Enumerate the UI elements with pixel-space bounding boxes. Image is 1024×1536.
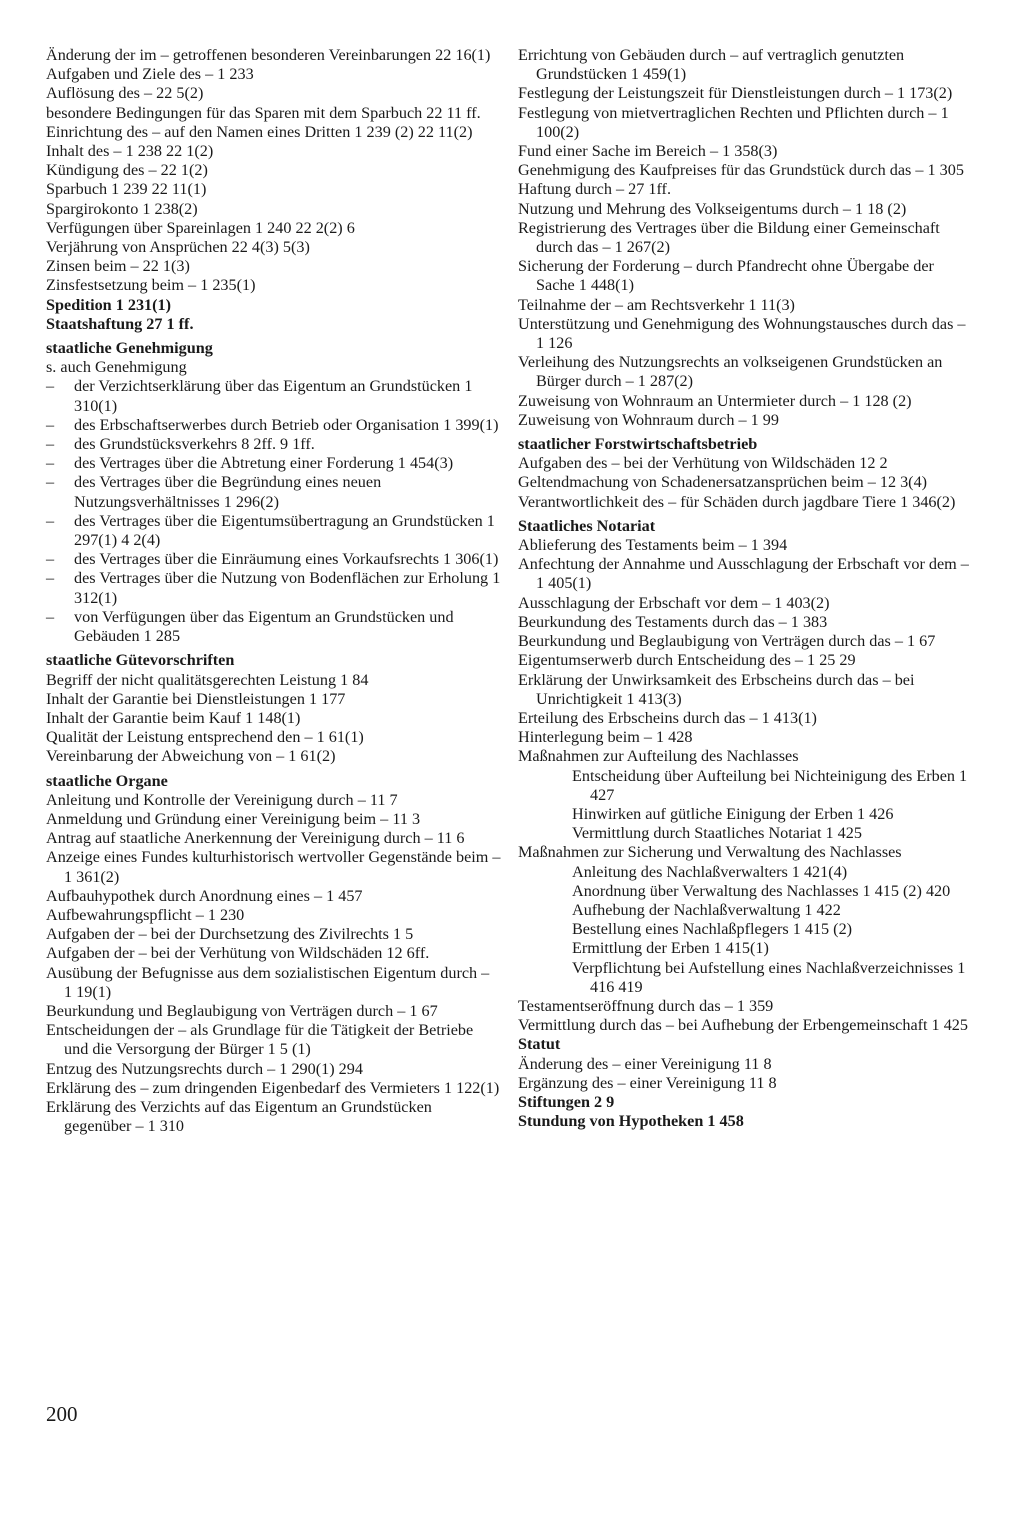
index-entry: Testamentseröffnung durch das – 1 359 — [518, 996, 774, 1015]
index-subentry-text: von Verfügungen über das Eigentum an Grundstücken und Gebäuden 1 285 — [74, 607, 454, 646]
index-entry: Anmeldung und Gründung einer Vereinigung beim – 11 3 — [46, 809, 421, 828]
index-entry: Verleihung des Nutzungsrechts an volkseigenen Grundstücken an Bürger durch – 1 287(2) — [518, 353, 943, 391]
index-subentry-text: des Vertrages über die Nutzung von Bodenflächen zur Erholung 1 312(1) — [74, 569, 501, 607]
index-entry: Eigentumserwerb durch Entscheidung des – 1 25 29 — [518, 651, 856, 670]
index-subentry: Anordnung über Verwaltung des Nachlasses 1 415 (2) 420 — [572, 881, 951, 900]
index-entry: Zuweisung von Wohnraum an Untermieter durch – 1 128 (2) — [518, 391, 912, 410]
index-entry: Erklärung des Verzichts auf das Eigentum an Grundstücken gegenüber – 1 310 — [46, 1097, 432, 1136]
index-entry: Registrierung des Vertrages über die Bildung einer Gemeinschaft durch das – 1 267(2) — [518, 218, 940, 257]
index-entry: Qualität der Leistung entsprechend den – 1 61(1) — [46, 728, 364, 747]
index-subentry-text: des Erbschaftserwerbes durch Betrieb oder Organisation 1 399(1) — [74, 415, 499, 434]
index-entry: Aufbewahrungspflicht – 1 230 — [46, 905, 245, 924]
index-subentry — [46, 550, 501, 569]
index-heading: Stundung von Hypotheken 1 458 — [518, 1112, 744, 1131]
index-entry: Inhalt der Garantie bei Dienstleistungen 1 177 — [46, 689, 346, 708]
index-subentry-text: des Grundstücksverkehrs 8 2ff. 9 1ff. — [74, 435, 315, 454]
index-subentry — [46, 454, 501, 473]
index-heading: Staatliches Notariat — [518, 516, 656, 535]
page-number: 200 — [46, 1402, 78, 1426]
index-subentry: Ermittlung der Erben 1 415(1) — [572, 939, 769, 958]
index-entry: Haftung durch – 27 1ff. — [518, 180, 671, 199]
index-subentry-text: des Vertrages über die Begründung eines neuen Nutzungsverhältnisses 1 296(2) — [74, 473, 382, 511]
index-entry: besondere Bedingungen für das Sparen mit dem Sparbuch 22 11 ff. — [46, 103, 481, 122]
index-entry: Errichtung von Gebäuden durch – auf vertraglich genutzten Grundstücken 1 459(1) — [518, 46, 905, 84]
index-entry: s. auch Genehmigung — [46, 358, 187, 377]
index-entry: Änderung der im – getroffenen besonderen Vereinbarungen 22 16(1) — [46, 46, 491, 64]
index-entry: Erteilung des Erbscheins durch das – 1 413(1) — [518, 708, 817, 727]
index-heading: Stiftungen 2 9 — [518, 1092, 615, 1111]
index-entry: Inhalt des – 1 238 22 1(2) — [46, 142, 214, 161]
index-subentry-text: der Verzichtserklärung über das Eigentum an Grundstücken 1 310(1) — [74, 377, 473, 415]
index-entry: Genehmigung des Kaufpreises für das Grundstück durch das – 1 305 — [518, 161, 964, 180]
index-entry: Aufbauhypothek durch Anordnung eines – 1 457 — [46, 886, 363, 905]
index-entry: Entscheidungen der – als Grundlage für die Tätigkeit der Betriebe und die Versorgung der Bürger 1 5 (1) — [46, 1021, 474, 1059]
index-entry: Fund einer Sache im Bereich – 1 358(3) — [518, 142, 778, 161]
index-entry: Anleitung und Kontrolle der Vereinigung durch – 11 7 — [46, 790, 398, 809]
index-entry: Zinsen beim – 22 1(3) — [46, 257, 190, 276]
index-subentry — [46, 473, 501, 511]
index-entry: Beurkundung und Beglaubigung von Verträgen durch das – 1 67 — [518, 632, 936, 651]
index-entry: Auflösung des – 22 5(2) — [46, 84, 204, 103]
index-entry: Begriff der nicht qualitätsgerechten Leistung 1 84 — [46, 670, 369, 689]
index-heading: staatlicher Forstwirtschaftsbetrieb — [518, 435, 758, 454]
index-subentry — [46, 416, 501, 435]
index-subentry — [46, 435, 501, 454]
index-heading: Spedition 1 231(1) — [46, 295, 172, 314]
index-entry: Anzeige eines Fundes kulturhistorisch wertvoller Gegenstände beim – 1 361(2) — [46, 848, 501, 886]
index-entry: Einrichtung des – auf den Namen eines Dritten 1 239 (2) 22 11(2) — [46, 122, 473, 141]
index-subentry: Anleitung des Nachlaßverwalters 1 421(4) — [572, 862, 848, 881]
index-entry: Entzug des Nutzungsrechts durch – 1 290(1) 294 — [46, 1059, 363, 1078]
dash-mark: – — [46, 607, 55, 626]
index-entry: Erklärung des – zum dringenden Eigenbedarf des Vermieters 1 122(1) — [46, 1078, 500, 1097]
index-heading: staatliche Gütevorschriften — [46, 651, 235, 670]
dash-mark: – — [46, 473, 55, 492]
index-entry: Maßnahmen zur Sicherung und Verwaltung des Nachlasses — [518, 843, 902, 862]
index-entry: Unterstützung und Genehmigung des Wohnungstausches durch das – 1 126 — [518, 314, 966, 353]
index-entry: Aufgaben und Ziele des – 1 233 — [46, 65, 254, 84]
index-entry: Ausschlagung der Erbschaft vor dem – 1 403(2) — [518, 593, 830, 612]
index-entry: Aufgaben des – bei der Verhütung von Wildschäden 12 2 — [518, 454, 888, 473]
dash-mark: – — [46, 550, 55, 569]
index-subentry: Vermittlung durch Staatliches Notariat 1 425 — [572, 824, 862, 843]
dash-mark: – — [46, 435, 55, 454]
index-entry: Änderung des – einer Vereinigung 11 8 — [518, 1054, 772, 1073]
index-entry: Zinsfestsetzung beim – 1 235(1) — [46, 276, 256, 295]
index-entry: Spargirokonto 1 238(2) — [46, 199, 198, 218]
dash-mark: – — [46, 454, 55, 473]
index-entry: Erklärung der Unwirksamkeit des Erbscheins durch das – bei Unrichtigkeit 1 413(3) — [518, 670, 915, 708]
index-entry: Kündigung des – 22 1(2) — [46, 161, 208, 180]
index-entry: Festlegung der Leistungszeit für Dienstleistungen durch – 1 173(2) — [518, 84, 953, 103]
dash-mark: – — [46, 511, 55, 530]
index-entry: Maßnahmen zur Aufteilung des Nachlasses — [518, 747, 799, 766]
index-entry: Teilnahme der – am Rechtsverkehr 1 11(3) — [518, 295, 795, 314]
index-subentry: Bestellung eines Nachlaßpflegers 1 415 (2) — [572, 920, 853, 939]
index-entry: Antrag auf staatliche Anerkennung der Vereinigung durch – 11 6 — [46, 829, 465, 848]
index-entry: Vereinbarung der Abweichung von – 1 61(2) — [46, 747, 336, 766]
index-entry: Ausübung der Befugnisse aus dem sozialistischen Eigentum durch – 1 19(1) — [46, 963, 490, 1001]
index-entry: Hinterlegung beim – 1 428 — [518, 728, 693, 747]
index-entry: Zuweisung von Wohnraum durch – 1 99 — [518, 410, 779, 429]
index-column-left — [46, 46, 501, 1136]
index-entry: Geltendmachung von Schadenersatzansprüchen beim – 12 3(4) — [518, 473, 928, 492]
index-heading: staatliche Organe — [46, 771, 168, 790]
index-entry: Inhalt der Garantie beim Kauf 1 148(1) — [46, 708, 301, 727]
index-entry: Festlegung von mietvertraglichen Rechten und Pflichten durch – 1 100(2) — [518, 103, 949, 141]
index-subentry — [46, 569, 501, 607]
dash-mark: – — [46, 569, 55, 588]
index-heading: Staatshaftung 27 1 ff. — [46, 314, 194, 333]
index-entry: Nutzung und Mehrung des Volkseigentums durch – 1 18 (2) — [518, 199, 907, 218]
index-entry: Vermittlung durch das – bei Aufhebung der Erbengemeinschaft 1 425 — [518, 1016, 968, 1035]
index-entry: Aufgaben der – bei der Verhütung von Wildschäden 12 6ff. — [46, 944, 430, 963]
index-subentry-text: des Vertrages über die Eigentumsübertragung an Grundstücken 1 297(1) 4 2(4) — [74, 511, 495, 550]
index-entry: Anfechtung der Annahme und Ausschlagung der Erbschaft vor dem – 1 405(1) — [518, 555, 969, 593]
index-entry: Verjährung von Ansprüchen 22 4(3) 5(3) — [46, 238, 310, 257]
index-subentry: Verpflichtung bei Aufstellung eines Nachlaßverzeichnisses 1 416 419 — [572, 958, 966, 996]
index-entry: Verfügungen über Spareinlagen 1 240 22 2(2) 6 — [46, 218, 355, 237]
index-entry: Ablieferung des Testaments beim – 1 394 — [518, 536, 788, 555]
index-subentry — [46, 512, 501, 550]
index-column-right — [518, 46, 970, 1131]
index-subentry: Hinwirken auf gütliche Einigung der Erben 1 426 — [572, 804, 894, 823]
index-entry: Aufgaben der – bei der Durchsetzung des Zivilrechts 1 5 — [46, 925, 414, 944]
index-heading: staatliche Genehmigung — [46, 339, 213, 358]
index-entry: Beurkundung und Beglaubigung von Verträgen durch – 1 67 — [46, 1001, 438, 1020]
index-heading: Statut — [518, 1035, 561, 1054]
dash-mark: – — [46, 377, 55, 396]
index-entry: Beurkundung des Testaments durch das – 1 383 — [518, 612, 828, 631]
index-entry: Sparbuch 1 239 22 11(1) — [46, 180, 207, 199]
index-entry: Ergänzung des – einer Vereinigung 11 8 — [518, 1073, 777, 1092]
dash-mark: – — [46, 415, 55, 434]
index-subentry: Entscheidung über Aufteilung bei Nichteinigung des Erben 1 427 — [572, 766, 968, 804]
index-subentry-text: des Vertrages über die Abtretung einer Forderung 1 454(3) — [74, 454, 454, 473]
index-subentry: Aufhebung der Nachlaßverwaltung 1 422 — [572, 900, 841, 919]
index-subentry — [46, 608, 501, 646]
index-entry: Verantwortlichkeit des – für Schäden durch jagdbare Tiere 1 346(2) — [518, 492, 956, 511]
index-entry: Sicherung der Forderung – durch Pfandrecht ohne Übergabe der Sache 1 448(1) — [518, 257, 934, 295]
index-subentry-text: des Vertrages über die Einräumung eines Vorkaufsrechts 1 306(1) — [74, 550, 499, 569]
index-subentry — [46, 377, 501, 415]
